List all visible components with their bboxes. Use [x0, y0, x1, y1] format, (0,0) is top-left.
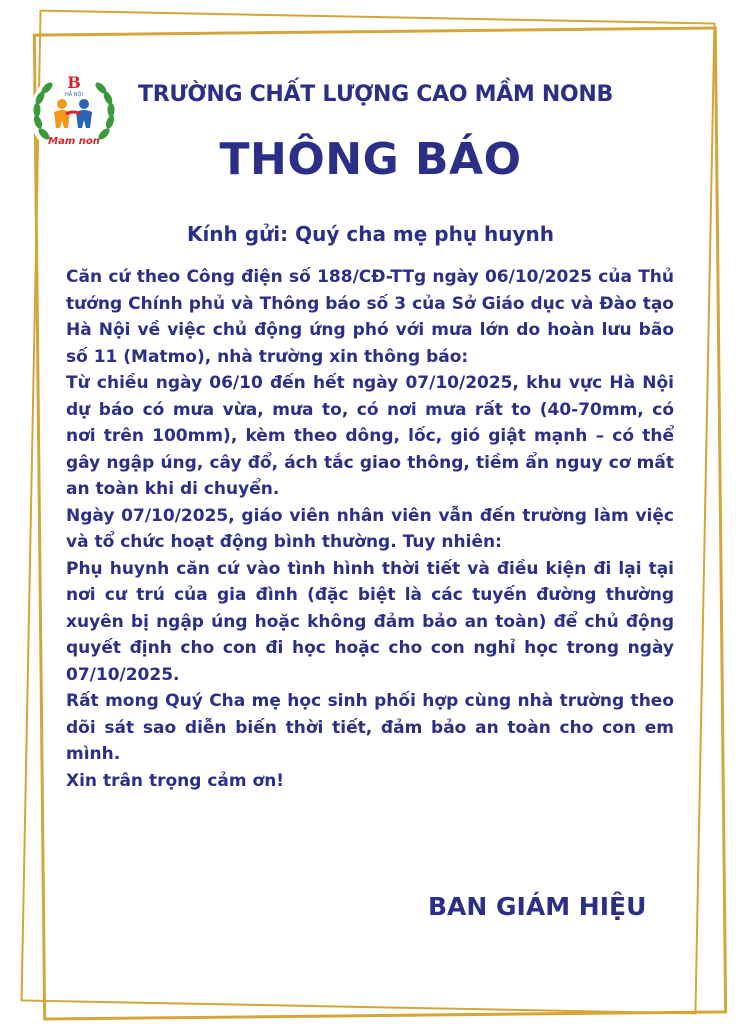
paragraph: Ngày 07/10/2025, giáo viên nhân viên vẫn đến trường làm việc và tổ chức hoạt động bình thường. Tuy nhiên: — [66, 505, 674, 552]
svg-text:HÀ NỘI: HÀ NỘI — [65, 92, 83, 98]
svg-text:Mam non: Mam non — [48, 136, 100, 147]
school-name: TRƯỜNG CHẤT LƯỢNG CAO MẦM NONB — [138, 82, 613, 107]
paragraph: Từ chiều ngày 06/10 đến hết ngày 07/10/2025, khu vực Hà Nội dự báo có mưa vừa, mưa to, có nơi mưa rất to (40-70mm, có nơi trên 100mm), kèm theo dông, lốc, gió giật mạnh – có thể gây ngập úng, cây đổ, ách tắc giao thông, tiềm ẩn nguy cơ mất an toàn khi di chuyển. — [66, 373, 674, 499]
greeting: Kính gửi: Quý cha mẹ phụ huynh — [186, 222, 555, 246]
paragraph: Căn cứ theo Công điện số 188/CĐ-TTg ngày 06/10/2025 của Thủ tướng Chính phủ và Thông báo số 3 của Sở Giáo dục và Đào tạo Hà Nội về việc chủ động ứng phó với mưa lớn do hoàn lưu bão số 11 (Matmo), nhà trường xin thông báo: — [66, 267, 674, 367]
notice-title: THÔNG BÁO — [219, 134, 522, 185]
notice-body — [66, 264, 674, 794]
paragraph: Phụ huynh căn cứ vào tình hình thời tiết và điều kiện đi lại tại nơi cư trú của gia đình (đặc biệt là các tuyến đường thường xuyên bị ngập úng hoặc không đảm bảo an toàn) để chủ động quyết định cho con đi học hoặc cho con nghỉ học trong ngày 07/10/2025. — [66, 558, 674, 685]
svg-text:B: B — [67, 73, 81, 92]
paragraph: Rất mong Quý Cha mẹ học sinh phối hợp cùng nhà trường theo dõi sát sao diễn biến thời tiết, đảm bảo an toàn cho con em mình. — [66, 691, 674, 764]
paragraph: Xin trân trọng cảm ơn! — [66, 770, 285, 791]
signature: BAN GIÁM HIỆU — [428, 892, 647, 921]
